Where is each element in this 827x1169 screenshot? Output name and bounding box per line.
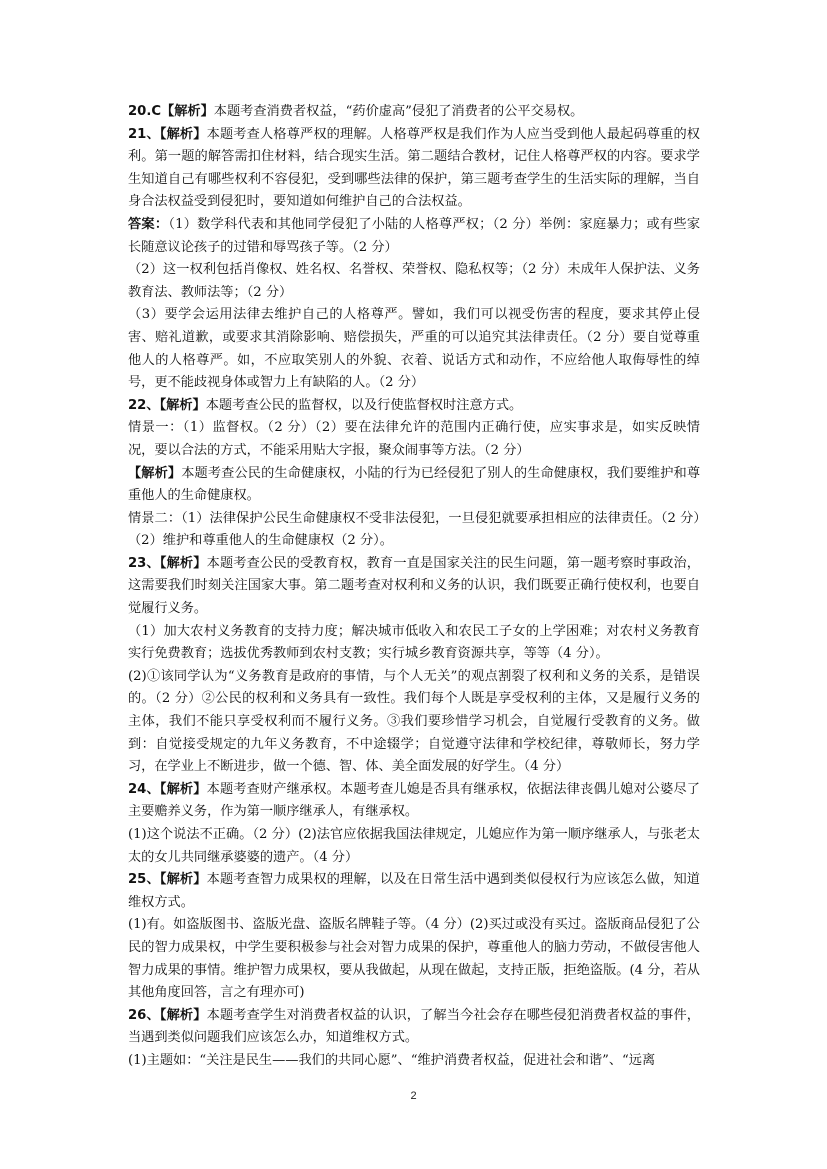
paragraph-text: 本题考查公民的生命健康权，小陆的行为已经侵犯了别人的生命健康权，我们要维护和尊重他人的生命健康权。 <box>128 465 701 504</box>
paragraph-text: 本题考查公民的监督权，以及行使监督权时注意方式。 <box>205 397 523 413</box>
paragraph-heading: 24、【解析】 <box>128 781 207 797</box>
paragraph-q23-answer-1 <box>128 621 700 666</box>
paragraph-heading: 22、【解析】 <box>128 397 206 413</box>
paragraph-text: 本题考查消费者权益，“药价虚高”侵犯了消费者的公平交易权。 <box>213 104 584 119</box>
paragraph-q23-analysis <box>128 553 700 621</box>
paragraph-heading: 26、【解析】 <box>128 1007 207 1023</box>
paragraph-q21-answer-2 <box>128 259 700 304</box>
paragraph-q24-analysis <box>128 779 700 824</box>
paragraph-text: 情景二：（1）法律保护公民生命健康权不受非法侵犯，一旦侵犯就要承担相应的法律责任。（2 分）（2）维护和尊重他人的生命健康权（2 分）。 <box>128 510 700 549</box>
paragraph-q25-analysis <box>128 869 700 914</box>
paragraph-text: 本题考查人格尊严权的理解。人格尊严权是我们作为人应当受到他人最起码尊重的权利。第一题的解答需扣住材料，结合现实生活。第二题结合教材，记住人格尊严权的内容。要求学生知道自己有哪些权利不容侵犯，受到哪些法律的保护，第三题考查学生的生活实际的理解，当自身合法权益受到侵犯时，要知道如何维护自己的合法权益。 <box>128 126 700 210</box>
paragraph-q20 <box>128 101 700 124</box>
paragraph-text: 本题考查学生对消费者权益的认识，了解当今社会存在哪些侵犯消费者权益的事件，当遇到类似问题我们应该怎么办，知道维权方式。 <box>128 1007 700 1046</box>
paragraph-text: (1)主题如：“关注是民生——我们的共同心愿”、“维护消费者权益，促进社会和谐”、“远离 <box>128 1052 656 1068</box>
paragraph-q25-answer <box>128 914 700 1004</box>
paragraph-text: 本题考查财产继承权。本题考查儿媳是否具有继承权，依据法律丧偶儿媳对公婆尽了主要赡养义务，作为第一顺序继承人，有继承权。 <box>128 781 700 820</box>
page-number: 2 <box>410 1090 417 1102</box>
paragraph-text: (1)这个说法不正确。（2 分）(2)法官应依据我国法律规定，儿媳应作为第一顺序继承人，与张老太太的女儿共同继承婆婆的遗产。（4 分） <box>128 827 700 865</box>
paragraph-q24-answer <box>128 824 700 869</box>
paragraph-heading: 答案： <box>128 216 169 232</box>
paragraph-text: 本题考查智力成果权的理解，以及在日常生活中遇到类似侵权行为应该怎么做，知道维权方式。 <box>128 872 700 910</box>
paragraph-text: (1)有。如盗版图书、盗版光盘、盗版名牌鞋子等。（4 分）(2)买过或没有买过。盗版商品侵犯了公民的智力成果权，中学生要积极参与社会对智力成果的保护，尊重他人的脑力劳动，不做侵害他人智力成果的事情。维护智力成果权，要从我做起，从现在做起，支持正版，拒绝盗版。(4 分，若从其他角度回答，言之有理亦可) <box>128 917 700 1001</box>
paragraph-q21-answer-3 <box>128 304 700 394</box>
paragraph-heading: 21、【解析】 <box>128 126 207 142</box>
paragraph-text: （3）要学会运用法律去维护自己的人格尊严。譬如，我们可以视受伤害的程度，要求其停止侵害、赔礼道歉，或要求其消除影响、赔偿损失，严重的可以追究其法律责任。（2 分）要自觉尊重他人的人格尊严。如，不应取笑别人的外貌、衣着、说话方式和动作，不应给他人取侮辱性的绰号，更不能歧视身体或智力上有缺陷的人。（2 分） <box>128 307 700 391</box>
paragraph-q26-answer <box>128 1050 700 1073</box>
paragraph-heading: 【解析】 <box>128 465 182 481</box>
paragraph-text: （1）数学科代表和其他同学侵犯了小陆的人格尊严权；（2 分）举例：家庭暴力；或有些家长随意议论孩子的过错和辱骂孩子等。（2 分） <box>128 216 701 255</box>
paragraph-text: （2）这一权利包括肖像权、姓名权、名誉权、荣誉权、隐私权等；（2 分）未成年人保护法、义务教育法、教师法等；（2 分） <box>128 262 700 300</box>
paragraph-q22-scene-2 <box>128 508 700 553</box>
paragraph-text: 情景一：（1）监督权。（2 分）（2）要在法律允许的范围内正确行使，应实事求是，如实反映情况，要以合法的方式，不能采用贴大字报，聚众闹事等方法。（2 分） <box>128 420 700 458</box>
paragraph-q21-analysis <box>128 124 700 214</box>
paragraph-heading: 23、【解析】 <box>128 555 207 571</box>
paragraph-text: (2)①该同学认为“义务教育是政府的事情，与个人无关”的观点割裂了权利和义务的关系，是错误的。（2 分）②公民的权利和义务具有一致性。我们每个人既是享受权利的主体，又是履行义务的主体，我们不能只享受权利而不履行义务。③我们要珍惜学习机会，自觉履行受教育的义务。做到：自觉接受规定的九年义务教育，不中途辍学；自觉遵守法律和学校纪律，尊敬师长，努力学习，在学业上不断进步，做一个德、智、体、美全面发展的好学生。（4 分） <box>128 668 700 775</box>
paragraph-q21-answer-1 <box>128 214 700 259</box>
paragraph-heading: 20.C【解析】 <box>128 104 214 119</box>
paragraph-text: （1）加大农村义务教育的支持力度；解决城市低收入和农民工子女的上学困难；对农村义务教育实行免费教育；选拔优秀教师到农村支教；实行城乡教育资源共享，等等（4 分）。 <box>128 623 700 662</box>
answer-text-body <box>128 101 700 1073</box>
paragraph-q22-analysis <box>128 395 700 418</box>
paragraph-heading: 25、【解析】 <box>128 872 207 888</box>
paragraph-q23-answer-2 <box>128 666 700 779</box>
paragraph-q22-analysis-2 <box>128 463 700 508</box>
paragraph-q26-analysis <box>128 1005 700 1050</box>
paragraph-q22-scene-1 <box>128 417 700 462</box>
paragraph-text: 本题考查公民的受教育权，教育一直是国家关注的民生问题，第一题考察时事政治，这需要我们时刻关注国家大事。第二题考查对权利和义务的认识，我们既要正确行使权利，也要自觉履行义务。 <box>128 555 700 617</box>
